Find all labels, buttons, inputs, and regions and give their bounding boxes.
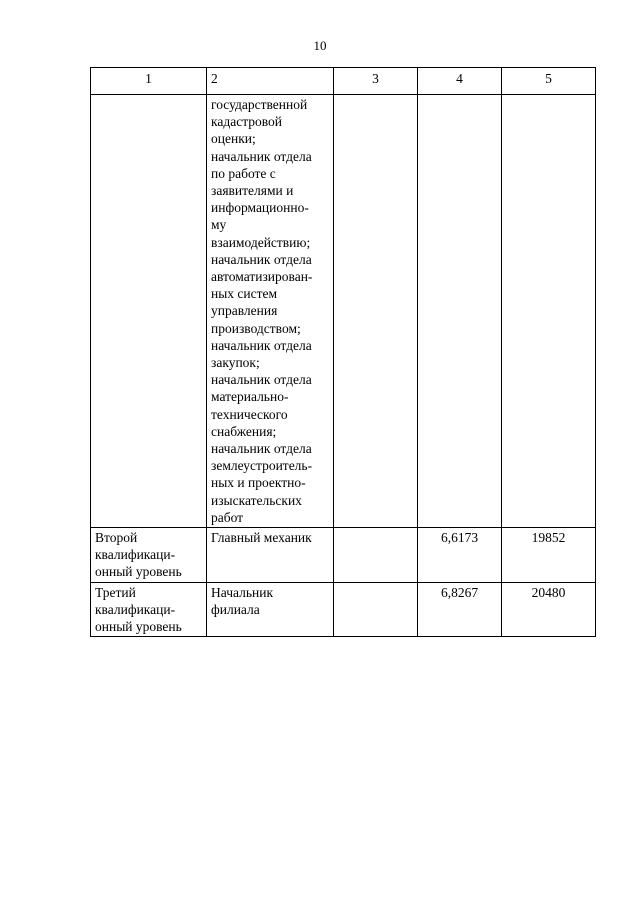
column-3-cell xyxy=(334,95,418,528)
column-3-cell xyxy=(334,582,418,637)
table-row xyxy=(91,528,596,583)
header-cell-1: 1 xyxy=(91,68,207,95)
coefficient-cell: 6,8267 xyxy=(418,582,502,637)
qualification-level-cell: Третий квалификаци- онный уровень xyxy=(91,582,207,637)
salary-cell xyxy=(502,95,596,528)
header-cell-2: 2 xyxy=(207,68,334,95)
header-cell-4: 4 xyxy=(418,68,502,95)
qualification-level-cell xyxy=(91,95,207,528)
salary-cell: 19852 xyxy=(502,528,596,583)
table-row xyxy=(91,582,596,637)
qualification-level-cell: Второй квалификаци- онный уровень xyxy=(91,528,207,583)
header-cell-5: 5 xyxy=(502,68,596,95)
header-cell-3: 3 xyxy=(334,68,418,95)
page-number: 10 xyxy=(313,38,327,53)
column-3-cell xyxy=(334,528,418,583)
position-cell: государственной кадастровой оценки; начальник отдела по работе с заявителями и информационно- му взаимодействию; начальник отдела автоматизирован- ных систем управления производством; начальник отдела закупок; начальник отдела материально- технического снабжения; начальник отдела землеустроитель- ных и проектно- изыскательских работ xyxy=(207,95,334,528)
salary-cell: 20480 xyxy=(502,582,596,637)
table-header-row xyxy=(91,68,596,95)
position-cell: Главный механик xyxy=(207,528,334,583)
coefficient-cell: 6,6173 xyxy=(418,528,502,583)
coefficient-cell xyxy=(418,95,502,528)
salary-table xyxy=(90,67,596,637)
table-row xyxy=(91,95,596,528)
position-cell: Начальник филиала xyxy=(207,582,334,637)
